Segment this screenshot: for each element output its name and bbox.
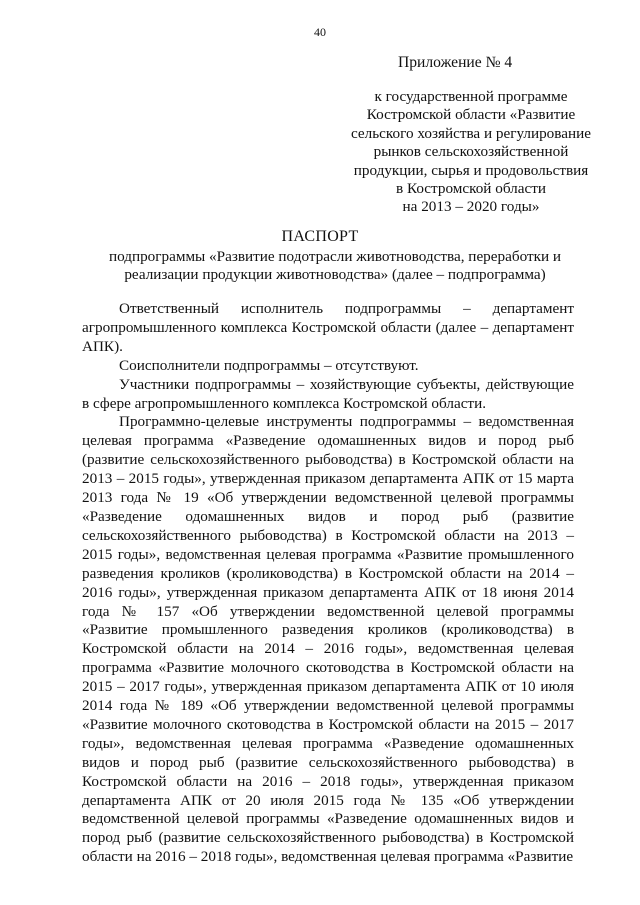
passport-title: ПАСПОРТ	[281, 228, 359, 245]
paragraph-program-instruments: Программно-целевые инструменты подпрограммы – ведомственная целевая программа «Разведение одомашненных видов и пород рыб (развитие сельскохозяйственного рыбоводства) в Костромской области на 2013 – 2015 годы», утвержденная приказом департамента АПК от 15 марта 2013 года № 19 «Об утверждении ведомственной целевой программы «Разведение одомашненных видов и пород рыб (развитие сельскохозяйственного рыбоводства) в Костромской области на 2013 – 2015 годы», ведомственная целевая программа «Развитие промышленного разведения кроликов (кролиководства) в Костромской области на 2014 – 2016 годы», утвержденная приказом департамента АПК от 18 июня 2014 года № 157 «Об утверждении ведомственной целевой программы «Развитие промышленного разведения кроликов (кролиководства) в Костромской области на 2014 – 2016 годы», ведомственная целевая программа «Развитие молочного скотоводства в Костромской области на 2015 – 2017 годы», утвержденная приказом департамента АПК от 10 июля 2014 года № 189 «Об утверждении ведомственной целевой программы «Развитие молочного скотоводства в Костромской области на 2015 – 2017 годы», ведомственная целевая программа «Разведение одомашненных видов и пород рыб (развитие сельскохозяйственного рыбоводства) в Костромской области на 2016 – 2018 годы», утвержденная приказом департамента АПК от 20 июля 2015 года № 135 «Об утверждении ведомственной целевой программы «Разведение одомашненных видов и пород рыб (развитие сельскохозяйственного рыбоводства) в Костромской области на 2016 – 2018 годы», ведомственная целевая программа «Развитие	[82, 413, 574, 866]
paragraph-co-executors: Соисполнители подпрограммы – отсутствуют.	[119, 356, 419, 374]
passport-subtitle-line: реализации продукции животноводства» (далее – подпрограмма)	[124, 266, 546, 284]
body-text	[82, 300, 574, 867]
page-number: 40	[314, 25, 326, 39]
passport-subtitle	[96, 248, 574, 285]
passport-subtitle-line: подпрограммы «Развитие подотрасли животноводства, переработки и	[108, 248, 562, 265]
appendix-subtitle-line: Костромской области «Развитие	[366, 106, 576, 124]
appendix-subtitle-line: на 2013 – 2020 годы»	[402, 198, 540, 216]
paragraph-responsible-executor: Ответственный исполнитель подпрограммы – департамент агропромышленного комплекса Костромской области (далее – департамент АПК).	[82, 300, 574, 355]
appendix-subtitle-line: в Костромской области	[395, 180, 547, 198]
appendix-subtitle-line: сельского хозяйства и регулирование	[351, 124, 591, 142]
appendix-subtitle-line: продукции, сырья и продовольствия	[353, 161, 589, 179]
appendix-subtitle-line: рынков сельскохозяйственной	[373, 143, 569, 161]
appendix-title: Приложение № 4	[398, 54, 513, 71]
appendix-subtitle-line: к государственной программе	[374, 88, 568, 105]
paragraph-participants: Участники подпрограммы – хозяйствующие субъекты, действующие в сфере агропромышленного комплекса Костромской области.	[82, 375, 574, 412]
appendix-subtitle	[328, 88, 614, 217]
